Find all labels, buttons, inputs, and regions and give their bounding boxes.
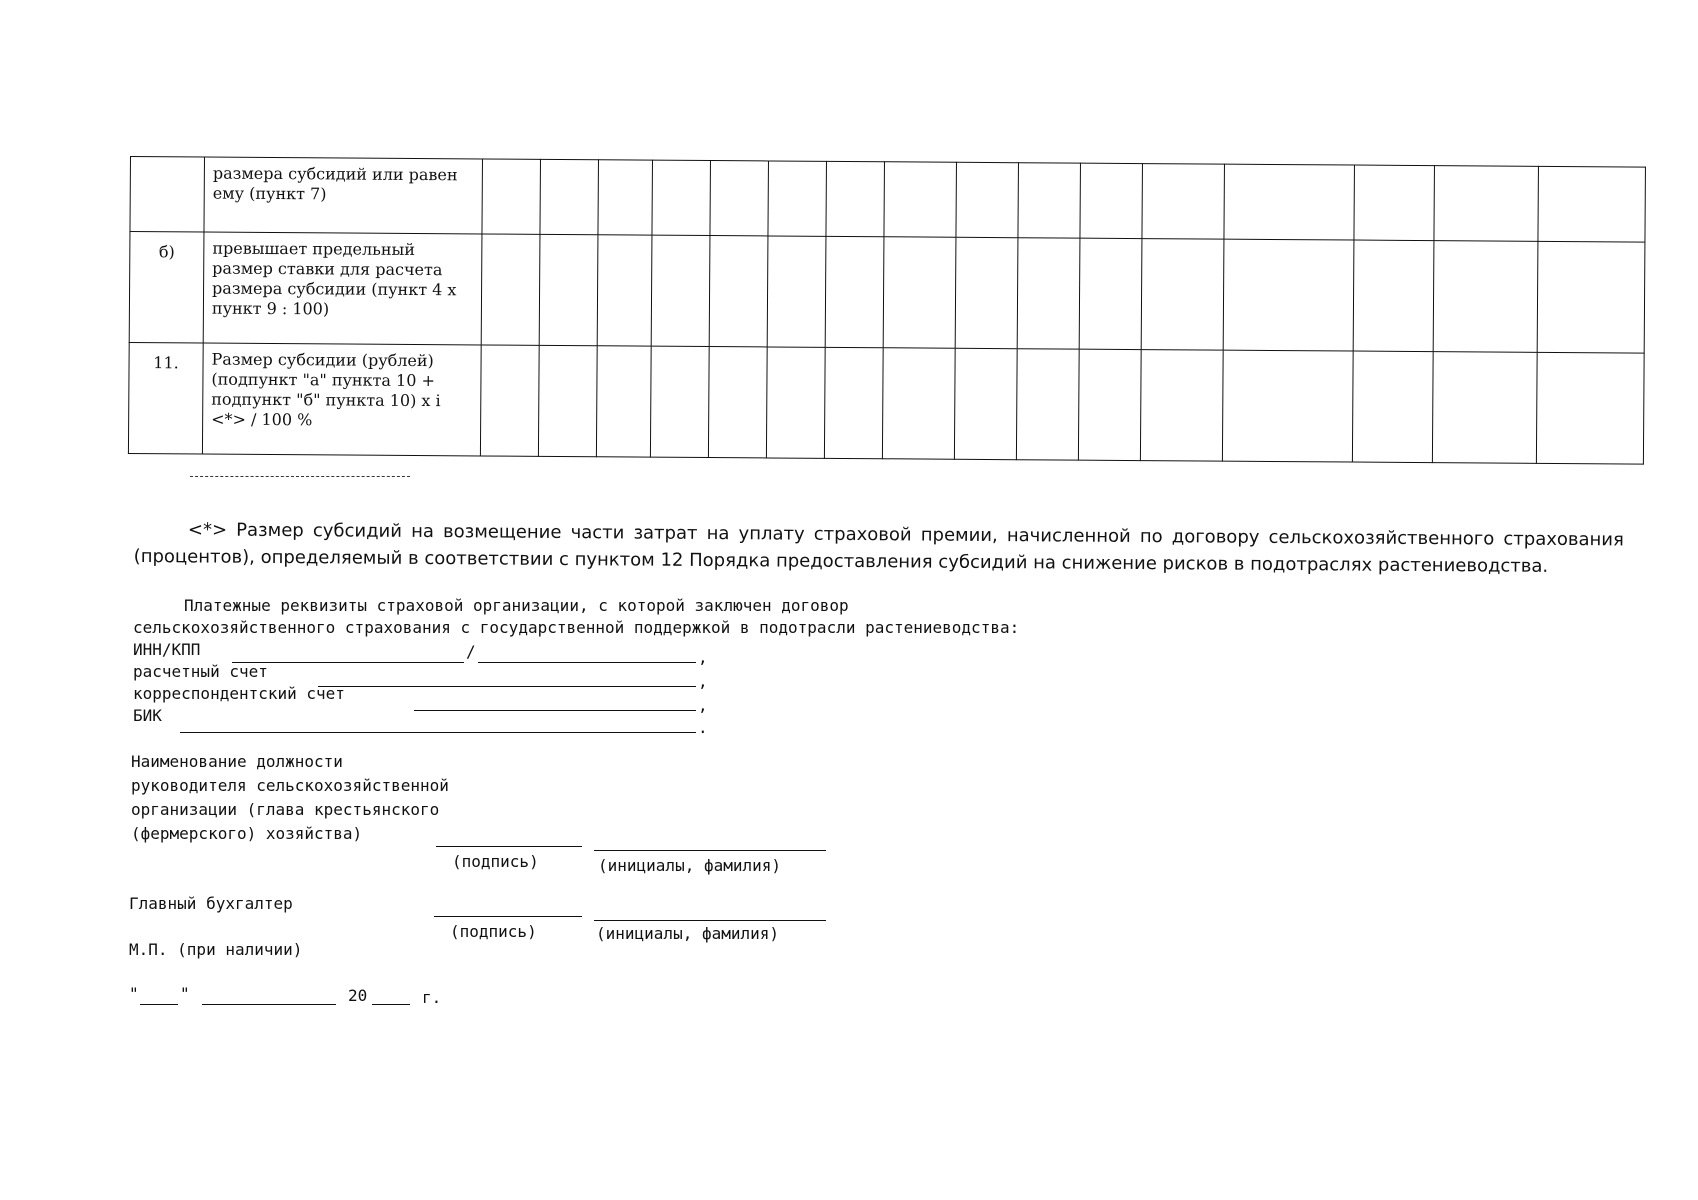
date-suffix: г. <box>422 988 442 1007</box>
seal-label: М.П. (при наличии) <box>129 940 303 959</box>
table-cell <box>538 345 597 456</box>
row-number <box>130 157 205 233</box>
date-quote-open: " <box>129 984 139 1003</box>
accountant-label: Главный бухгалтер <box>129 894 293 913</box>
row-label: Размер субсидии (рублей) (подпункт "а" пункта 10 + подпункт "б" пункта 10) х i <*> / 100 % <box>202 343 481 456</box>
row-number: б) <box>129 232 204 344</box>
table-cell <box>1017 238 1080 349</box>
table-cell <box>1222 350 1353 462</box>
date-quote-close: " <box>180 984 190 1003</box>
table-cell <box>481 234 540 345</box>
table-cell <box>1080 163 1143 238</box>
head-title-line1: Наименование должности <box>131 752 343 771</box>
account-field[interactable] <box>318 686 696 687</box>
table-cell <box>1078 349 1141 460</box>
payment-intro-line1: Платежные реквизиты страховой организации, с которой заключен договор <box>184 596 849 615</box>
kpp-field[interactable] <box>478 662 696 663</box>
table-cell <box>1434 166 1539 242</box>
accountant-initials-field[interactable] <box>594 920 826 921</box>
table-cell <box>1224 164 1355 240</box>
payment-intro-line2: сельскохозяйственного страхования с государственной поддержкой в подотрасли растениеводства: <box>133 618 1020 637</box>
table-cell <box>650 346 709 457</box>
table-cell <box>1079 238 1142 349</box>
inn-kpp-label: ИНН/КПП <box>133 640 201 659</box>
corr-account-field[interactable] <box>414 710 696 711</box>
table-cell <box>825 236 884 347</box>
table-cell <box>710 161 769 236</box>
date-month-field[interactable] <box>202 1004 336 1005</box>
table-cell <box>1223 239 1354 351</box>
table-cell <box>1537 241 1645 353</box>
head-initials-field[interactable] <box>594 850 826 851</box>
table-cell <box>709 236 768 347</box>
table-cell <box>954 348 1017 459</box>
table-cell <box>1140 350 1223 462</box>
table-cell <box>1354 165 1435 241</box>
table-cell <box>651 235 710 346</box>
bik-period: . <box>698 718 708 737</box>
footnote-separator <box>190 476 410 477</box>
accountant-signature-field[interactable] <box>434 916 582 917</box>
table-cell <box>1536 352 1644 464</box>
accountant-initials-caption: (инициалы, фамилия) <box>596 924 780 943</box>
table-cell <box>1142 164 1225 240</box>
table-cell <box>956 162 1019 237</box>
table-cell <box>1538 166 1646 242</box>
accountant-signature-caption: (подпись) <box>450 922 537 941</box>
head-title-line2: руководителя сельскохозяйственной <box>131 776 449 795</box>
table-row <box>128 342 1644 464</box>
table-cell <box>596 346 651 457</box>
account-comma: , <box>698 672 708 691</box>
table-cell <box>652 160 711 235</box>
head-title-line4: (фермерского) хозяйства) <box>131 824 363 843</box>
table-cell <box>1141 239 1224 351</box>
subsidy-table <box>128 156 1646 465</box>
date-day-field[interactable] <box>140 1004 178 1005</box>
account-label: расчетный счет <box>133 662 268 681</box>
date-year-field[interactable] <box>372 1004 410 1005</box>
table-cell <box>1018 163 1081 238</box>
head-initials-caption: (инициалы, фамилия) <box>598 856 782 875</box>
table-cell <box>955 237 1018 348</box>
head-signature-field[interactable] <box>436 846 582 847</box>
table-cell <box>768 161 827 236</box>
table-cell <box>1352 351 1433 463</box>
date-year-prefix: 20 <box>348 986 368 1005</box>
table-cell <box>884 162 957 238</box>
table-cell <box>598 160 653 235</box>
inn-kpp-separator: / <box>466 642 476 661</box>
footnote-text: <*> Размер субсидий на возмещение части затрат на уплату страховой премии, начисленной по договору сельскохозяйственного страхования (процентов), определяемый в соответствии с пунктом 12 Порядка предоставления субсидий на снижение рисков в подотраслях растениеводства. <box>133 519 1624 577</box>
table-cell <box>539 234 598 345</box>
table-cell <box>826 161 885 236</box>
table-cell <box>482 159 541 234</box>
head-signature-caption: (подпись) <box>452 852 539 871</box>
corr-comma: , <box>698 696 708 715</box>
table-cell <box>824 347 883 458</box>
table-cell <box>882 348 955 459</box>
corr-account-label: корреспондентский счет <box>133 684 345 703</box>
table-row <box>129 232 1645 354</box>
inn-comma: , <box>698 648 708 667</box>
table-cell <box>1432 352 1537 464</box>
row-number: 11. <box>128 342 203 454</box>
head-title-line3: организации (глава крестьянского <box>131 800 440 819</box>
table-cell <box>767 236 826 347</box>
table-cell <box>883 237 956 348</box>
table-cell <box>597 235 652 346</box>
bik-field[interactable] <box>180 732 696 733</box>
bik-label: БИК <box>133 706 162 725</box>
table-cell <box>1433 241 1538 353</box>
table-cell <box>1353 240 1434 352</box>
row-label: размера субсидий или равен ему (пункт 7) <box>204 157 483 234</box>
table-cell <box>708 347 767 458</box>
table-cell <box>1016 349 1079 460</box>
table-cell <box>540 159 599 234</box>
row-label: превышает предельный размер ставки для расчета размера субсидии (пункт 4 х пункт 9 : 100) <box>203 232 482 345</box>
table-cell <box>480 345 539 456</box>
table-row <box>130 157 1645 243</box>
table-cell <box>766 347 825 458</box>
